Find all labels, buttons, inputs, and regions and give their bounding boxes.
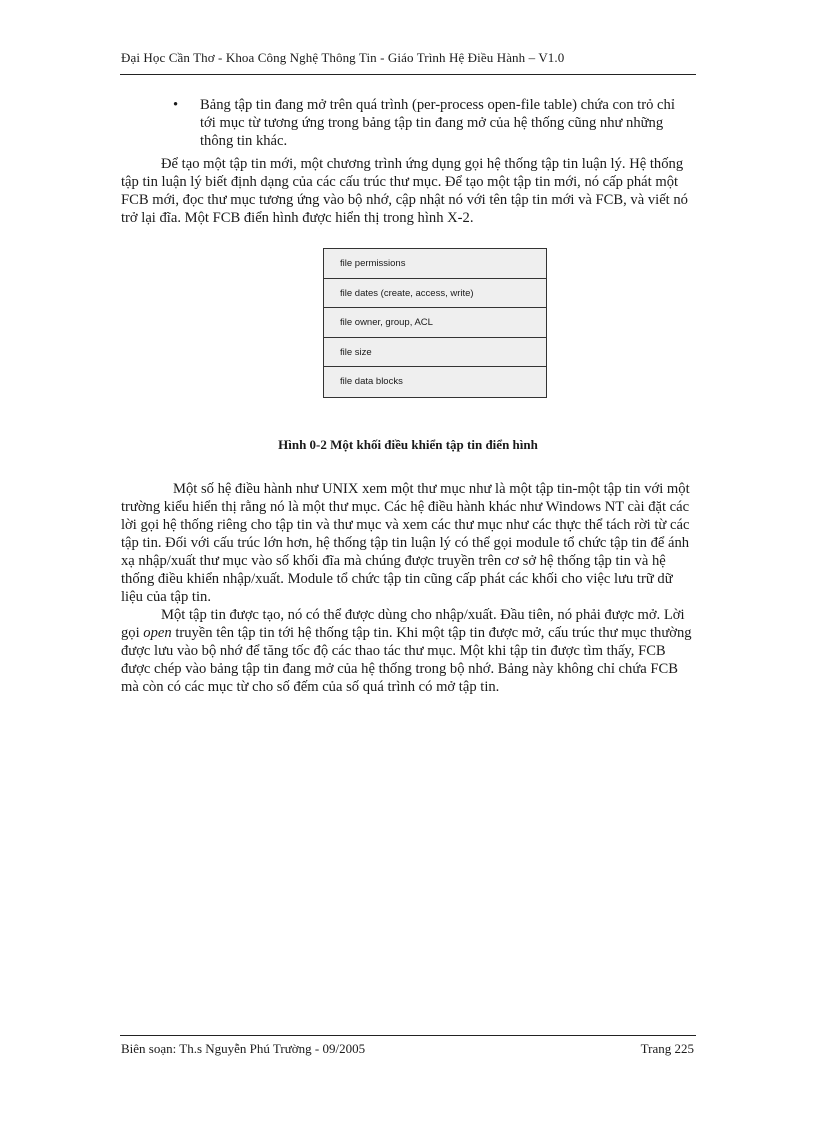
- bullet-icon: •: [173, 97, 179, 113]
- paragraph-open-file: [121, 606, 693, 696]
- fcb-diagram: [323, 248, 547, 398]
- fcb-row-dates: file dates (create, access, write): [324, 279, 546, 309]
- paragraph-directories: Một số hệ điều hành như UNIX xem một thư mục như là một tập tin-một tập tin với một trường kiểu hiển thị rằng nó là một thư mục. Các hệ điều hành khác như Windows NT cài đặt các lời gọi hệ thống riêng cho tập tin và thư mục và xem các thư mục như các thực thể tách rời từ các tập tin. Đối với cấu trúc lớn hơn, hệ thống tập tin luận lý có thể gọi module tổ chức tập tin để ánh xạ nhập/xuất thư mục vào số khối đĩa mà chúng được truyền trên cơ sở hệ thống tập tin và hệ thống điều khiển nhập/xuất. Module tổ chức tập tin cũng cấp phát các khối cho việc lưu trữ dữ liệu của tập tin.: [121, 481, 690, 605]
- footer-page-number: Trang 225: [640, 1041, 694, 1056]
- footer-author: Biên soạn: Th.s Nguyễn Phú Trường - 09/2005: [121, 1041, 366, 1056]
- p3-text-before: Một tập tin được tạo, nó có thể được dùng cho nhập/xuất. Đầu tiên, nó phải được mở. Lời gọi: [121, 607, 685, 641]
- p3-open-keyword: open: [143, 625, 172, 641]
- fcb-row-data-blocks: file data blocks: [324, 367, 546, 397]
- p3-text-after: truyền tên tập tin tới hệ thống tập tin. Khi một tập tin được mở, cấu trúc thư mục thường được lưu vào bộ nhớ để tăng tốc độ các thao tác thư mục. Một khi tập tin được tìm thấy, FCB được chép vào bảng tập tin đang mở của hệ thống trong bộ nhớ. Bảng này không chỉ chứa FCB mà còn có các mục từ cho số đếm của số quá trình có mở tập tin.: [121, 625, 692, 695]
- fcb-row-owner: file owner, group, ACL: [324, 308, 546, 338]
- paragraph-create-file: Để tạo một tập tin mới, một chương trình ứng dụng gọi hệ thống tập tin luận lý. Hệ thống tập tin luận lý biết định dạng của các cấu trúc thư mục. Để tạo một tập tin mới, nó cấp phát một FCB mới, đọc thư mục tương ứng vào bộ nhớ, cập nhật nó với tên tập tin mới và FCB, và viết nó trở lại đĩa. Một FCB điển hình được hiển thị trong hình X-2.: [121, 156, 688, 226]
- footer-rule: [120, 1035, 696, 1036]
- bullet-item: [173, 96, 693, 150]
- figure-caption: Hình 0-2 Một khối điều khiển tập tin điển hình: [278, 437, 538, 452]
- page-header: Đại Học Cần Thơ - Khoa Công Nghệ Thông Tin - Giáo Trình Hệ Điều Hành – V1.0: [121, 50, 565, 65]
- header-rule: [120, 74, 696, 75]
- fcb-row-permissions: file permissions: [324, 249, 546, 279]
- bullet-text: Bảng tập tin đang mở trên quá trình (per-process open-file table) chứa con trỏ chỉ tới mục từ tương ứng trong bảng tập tin đang mở của hệ thống cũng như những thông tin khác.: [200, 97, 675, 149]
- fcb-row-size: file size: [324, 338, 546, 368]
